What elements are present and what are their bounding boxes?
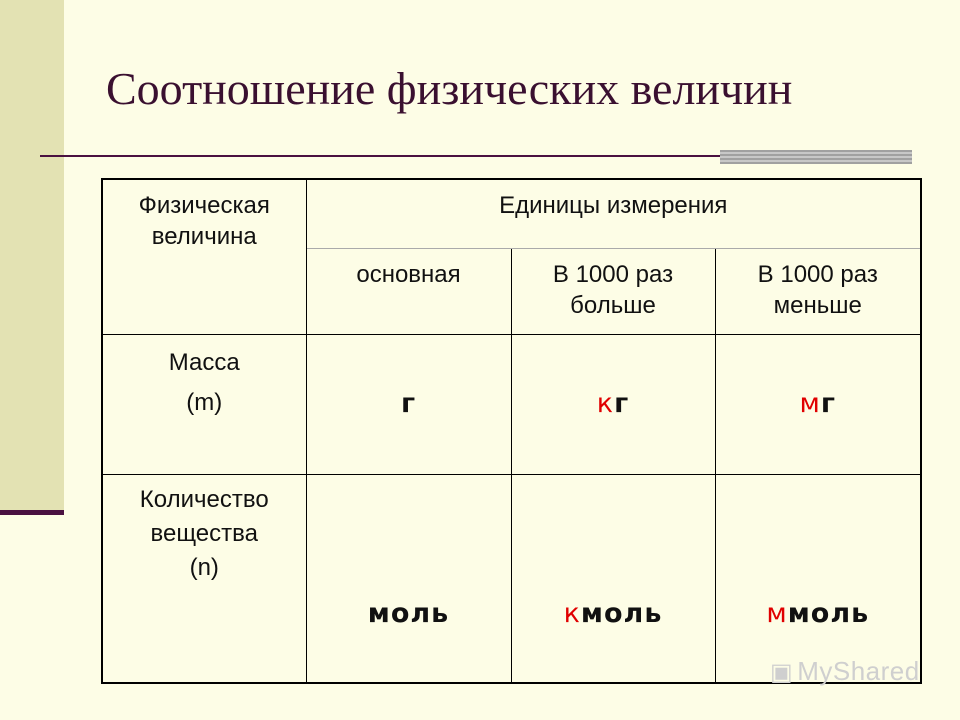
row-amount-quantity-line2: вещества — [150, 519, 258, 547]
row-mass-quantity-line2: (m) — [186, 388, 223, 416]
row-amount-quantity-line1: Количество — [139, 485, 269, 513]
row-amount-less-unit: моль — [787, 598, 870, 630]
header-quantity-line2: величина — [151, 223, 257, 250]
row-amount-base-unit: моль — [367, 598, 450, 630]
table-header-row — [102, 179, 921, 248]
row-mass-more-cell — [511, 334, 715, 474]
header-less-line2: меньше — [773, 291, 862, 319]
row-mass-more-unit: г — [614, 388, 630, 419]
row-amount-base-cell — [306, 474, 511, 683]
row-amount-quantity-cell — [102, 474, 306, 683]
title-rule-bar — [720, 150, 912, 164]
table-row — [102, 474, 921, 683]
row-amount-quantity-line3: (n) — [189, 553, 219, 581]
header-quantity-cell — [102, 179, 306, 334]
header-base-cell: основная — [306, 248, 511, 334]
row-mass-more-prefix: к — [596, 388, 615, 419]
watermark — [770, 656, 920, 687]
row-mass-less-unit: г — [820, 388, 836, 419]
header-units-cell: Единицы измерения — [306, 179, 921, 248]
row-mass-quantity-cell — [102, 334, 306, 474]
row-mass-base-cell — [306, 334, 511, 474]
header-more-cell — [511, 248, 715, 334]
row-mass-less-prefix: м — [799, 388, 821, 419]
header-less-cell — [715, 248, 921, 334]
row-amount-more-cell — [511, 474, 715, 683]
header-more-line1: В 1000 раз — [552, 260, 674, 288]
row-mass-less-cell — [715, 334, 921, 474]
watermark-text: MyShared — [797, 656, 920, 686]
title-rule — [40, 155, 720, 157]
table-row — [102, 334, 921, 474]
units-table — [101, 178, 922, 684]
header-less-line1: В 1000 раз — [757, 260, 878, 288]
side-band-line — [0, 510, 64, 515]
header-quantity-line1: Физическая — [138, 192, 270, 219]
row-amount-more-prefix: к — [563, 598, 581, 630]
header-more-line2: больше — [570, 291, 656, 319]
row-amount-less-prefix: м — [766, 598, 788, 630]
presentation-icon: ▣ — [770, 659, 794, 686]
row-mass-base-unit: г — [400, 388, 417, 419]
slide-title: Соотношение физических величин — [106, 63, 793, 114]
side-band — [0, 0, 64, 512]
row-mass-quantity-line1: Масса — [168, 348, 240, 376]
row-amount-less-cell — [715, 474, 921, 683]
row-amount-more-unit: моль — [580, 598, 663, 630]
